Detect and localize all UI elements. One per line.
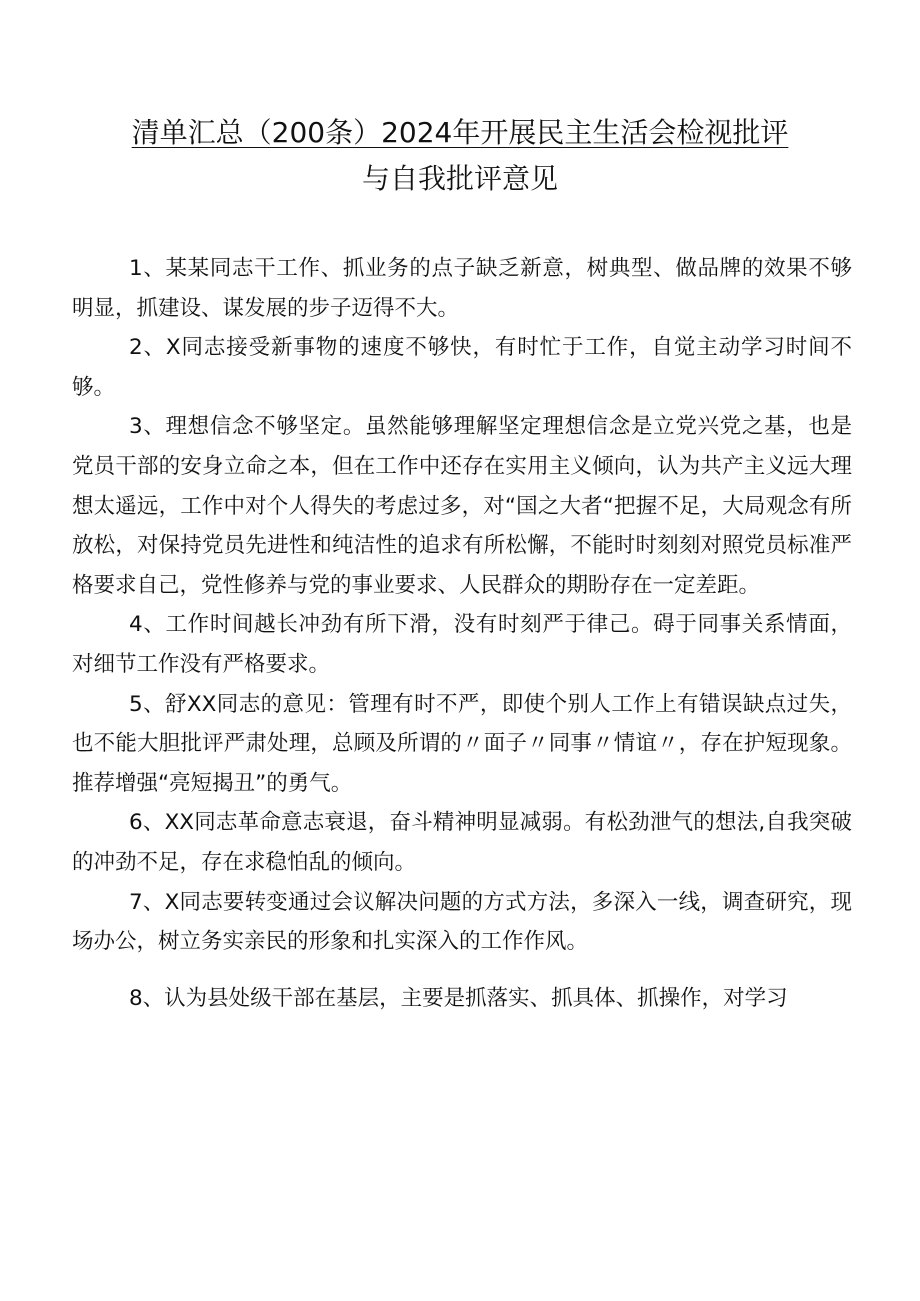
paragraph-4: 4、工作时间越长冲劲有所下滑，没有时刻严于律己。碍于同事关系情面，对细节工作没有严格要求。 — [72, 612, 852, 677]
document-body — [72, 249, 852, 1018]
title-line-1: 清单汇总（200条）2024年开展民主生活会检视批评 — [131, 116, 789, 149]
paragraph-6: 6、XX同志革命意志衰退，奋斗精神明显减弱。有松劲泄气的想法,自我突破的冲劲不足，存在求稳怕乱的倾向。 — [72, 810, 852, 875]
document-title — [60, 110, 860, 202]
paragraph-2: 2、X同志接受新事物的速度不够快，有时忙于工作，自觉主动学习时间不够。 — [72, 335, 852, 400]
paragraph-1: 1、某某同志干工作、抓业务的点子缺乏新意，树典型、做品牌的效果不够明显，抓建设、谋发展的步子迈得不大。 — [72, 256, 852, 321]
paragraph-3: 3、理想信念不够坚定。虽然能够理解坚定理想信念是立党兴党之基，也是党员干部的安身立命之本，但在工作中还存在实用主义倾向，认为共产主义远大理想太遥远，工作中对个人得失的考虑过多，对“国之大者“把握不足，大局观念有所放松，对保持党员先进性和纯洁性的追求有所松懈，不能时时刻刻对照党员标准严格要求自己，党性修养与党的事业要求、人民群众的期盼存在一定差距。 — [72, 414, 852, 598]
title-line-2: 与自我批评意见 — [361, 162, 558, 195]
paragraph-8: 8、认为县处级干部在基层，主要是抓落实、抓具体、抓操作，对学习 — [129, 985, 788, 1011]
paragraph-7: 7、X同志要转变通过会议解决问题的方式方法，多深入一线，调查研究，现场办公，树立务实亲民的形象和扎实深入的工作作风。 — [72, 889, 852, 955]
paragraph-5: 5、舒XX同志的意见：管理有时不严，即使个别人工作上有错误缺点过失，也不能大胆批评严肃处理，总顾及所谓的〃面子〃同事〃情谊〃，存在护短现象。推荐增强“亮短揭丑”的勇气。 — [72, 691, 852, 796]
